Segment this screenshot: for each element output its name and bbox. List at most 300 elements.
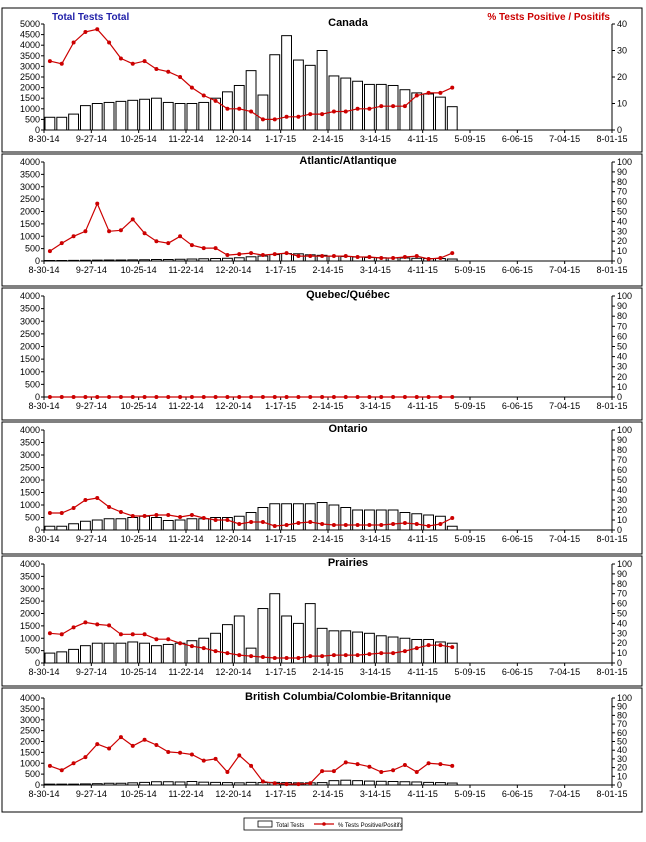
x-tick-label: 8-30-14	[28, 134, 59, 144]
x-tick-label: 2-14-15	[312, 534, 343, 544]
bar	[45, 653, 55, 663]
y2-tick-label: 60	[617, 728, 627, 738]
percent-positive-point	[154, 395, 158, 399]
y-tick-label: 1000	[20, 758, 40, 768]
percent-positive-point	[450, 395, 454, 399]
percent-positive-point	[119, 632, 123, 636]
y-tick-label: 3000	[20, 450, 40, 460]
percent-positive-point	[332, 523, 336, 527]
bar	[246, 782, 256, 785]
percent-positive-point	[48, 764, 52, 768]
y2-tick-label: 30	[617, 754, 627, 764]
bar	[175, 104, 185, 131]
x-tick-label: 12-20-14	[215, 667, 251, 677]
x-tick-label: 7-04-15	[549, 534, 580, 544]
y2-tick-label: 0	[617, 525, 622, 535]
x-tick-label: 11-22-14	[168, 401, 203, 411]
percent-positive-point	[320, 395, 324, 399]
y-tick-label: 2500	[20, 596, 40, 606]
bar	[223, 258, 233, 261]
percent-positive-point	[332, 653, 336, 657]
percent-positive-point	[261, 117, 265, 121]
bar	[45, 117, 55, 130]
bar	[92, 784, 102, 785]
percent-positive-point	[367, 255, 371, 259]
x-tick-label: 9-27-14	[76, 667, 107, 677]
bar	[163, 521, 173, 531]
bar	[116, 101, 126, 130]
percent-positive-point	[344, 653, 348, 657]
bar	[412, 258, 422, 261]
y2-tick-label: 0	[617, 392, 622, 402]
percent-positive-point	[391, 651, 395, 655]
bar	[223, 783, 233, 785]
y-tick-label: 3000	[20, 584, 40, 594]
percent-positive-point	[427, 643, 431, 647]
percent-positive-point	[344, 523, 348, 527]
bar	[128, 100, 138, 130]
panel-title: Atlantic/Atlantique	[299, 155, 396, 167]
bottom-legend-bar-swatch	[258, 821, 272, 827]
bar	[45, 784, 55, 785]
percent-positive-point	[72, 234, 76, 238]
percent-positive-point	[391, 768, 395, 772]
percent-positive-point	[154, 743, 158, 747]
bar	[246, 71, 256, 130]
bar	[329, 631, 339, 663]
percent-positive-point	[427, 761, 431, 765]
x-tick-label: 6-06-15	[502, 265, 533, 275]
bar	[258, 95, 268, 130]
percent-positive-point	[367, 652, 371, 656]
y2-tick-label: 70	[617, 719, 627, 729]
percent-positive-point	[178, 75, 182, 79]
bar	[341, 780, 351, 785]
y-tick-label: 500	[25, 646, 40, 656]
bar	[57, 652, 67, 663]
bar	[341, 78, 351, 130]
percent-positive-point	[143, 632, 147, 636]
bar	[223, 625, 233, 663]
y2-tick-label: 100	[617, 559, 632, 569]
percent-positive-point	[308, 112, 312, 116]
bar	[412, 782, 422, 785]
percent-positive-point	[131, 395, 135, 399]
y2-tick-label: 0	[617, 256, 622, 266]
x-tick-label: 12-20-14	[215, 265, 251, 275]
percent-positive-point	[95, 742, 99, 746]
percent-positive-point	[367, 765, 371, 769]
x-tick-label: 4-11-15	[407, 534, 437, 544]
percent-positive-point	[356, 762, 360, 766]
bar	[81, 106, 91, 130]
percent-positive-point	[379, 256, 383, 260]
percent-positive-point	[202, 246, 206, 250]
y-tick-label: 2500	[20, 329, 40, 339]
bar	[199, 782, 209, 785]
y2-tick-label: 0	[617, 125, 622, 135]
y2-tick-label: 90	[617, 167, 627, 177]
y2-tick-label: 70	[617, 455, 627, 465]
percent-positive-point	[427, 91, 431, 95]
y-tick-label: 500	[25, 244, 40, 254]
x-tick-label: 4-11-15	[407, 265, 437, 275]
percent-positive-point	[107, 395, 111, 399]
percent-positive-point	[95, 27, 99, 31]
legend-top-right: % Tests Positive / Positifs	[487, 12, 610, 23]
bar	[175, 520, 185, 530]
bar	[305, 65, 315, 130]
bar	[376, 781, 386, 785]
y-tick-label: 500	[25, 114, 40, 124]
bar	[365, 781, 375, 785]
bar	[341, 631, 351, 663]
y-tick-label: 2500	[20, 72, 40, 82]
bar	[163, 782, 173, 785]
bar	[187, 104, 197, 131]
percent-positive-point	[190, 513, 194, 517]
percent-positive-point	[261, 395, 265, 399]
percent-positive-point	[178, 641, 182, 645]
x-tick-label: 3-14-15	[360, 265, 391, 275]
percent-positive-point	[249, 251, 253, 255]
percent-positive-point	[403, 649, 407, 653]
bar	[270, 594, 280, 663]
percent-positive-point	[273, 656, 277, 660]
percent-positive-point	[308, 254, 312, 258]
percent-positive-point	[214, 395, 218, 399]
x-tick-label: 4-11-15	[407, 401, 437, 411]
percent-positive-point	[344, 760, 348, 764]
bar	[294, 60, 304, 130]
y2-tick-label: 20	[617, 638, 627, 648]
bar	[447, 526, 457, 530]
y-tick-label: 2500	[20, 194, 40, 204]
percent-positive-point	[273, 117, 277, 121]
bar	[258, 609, 268, 663]
percent-positive-point	[450, 86, 454, 90]
y2-tick-label: 90	[617, 435, 627, 445]
percent-positive-point	[320, 112, 324, 116]
bar	[365, 633, 375, 663]
x-tick-label: 5-09-15	[454, 134, 485, 144]
x-tick-label: 10-25-14	[121, 265, 157, 275]
percent-positive-point	[202, 759, 206, 763]
y2-tick-label: 10	[617, 382, 627, 392]
percent-positive-point	[308, 395, 312, 399]
percent-positive-point	[273, 252, 277, 256]
x-tick-label: 6-06-15	[502, 789, 533, 799]
y2-tick-label: 0	[617, 780, 622, 790]
percent-positive-point	[391, 104, 395, 108]
x-tick-label: 10-25-14	[121, 134, 157, 144]
x-tick-label: 8-30-14	[28, 265, 59, 275]
percent-positive-point	[450, 251, 454, 255]
y-tick-label: 4000	[20, 291, 40, 301]
x-tick-label: 8-30-14	[28, 789, 59, 799]
x-tick-label: 2-14-15	[312, 667, 343, 677]
percent-positive-line	[50, 737, 452, 784]
x-tick-label: 3-14-15	[360, 534, 391, 544]
percent-positive-point	[237, 522, 241, 526]
y2-tick-label: 60	[617, 331, 627, 341]
bar	[329, 781, 339, 785]
percent-positive-point	[225, 651, 229, 655]
percent-positive-point	[48, 59, 52, 63]
x-tick-label: 5-09-15	[454, 401, 485, 411]
bar	[45, 526, 55, 530]
y-tick-label: 3000	[20, 61, 40, 71]
bar	[400, 782, 410, 785]
y2-tick-label: 0	[617, 658, 622, 668]
percent-positive-point	[48, 395, 52, 399]
percent-positive-point	[332, 254, 336, 258]
bar	[353, 781, 363, 785]
bottom-legend-line: % Tests Positive/Positifs	[338, 823, 403, 829]
percent-positive-point	[190, 753, 194, 757]
y-tick-label: 1500	[20, 621, 40, 631]
y2-tick-label: 80	[617, 710, 627, 720]
legend-top-left: Total Tests Total	[52, 12, 129, 23]
percent-positive-point	[131, 632, 135, 636]
bar	[282, 616, 292, 663]
bar	[92, 104, 102, 131]
percent-positive-point	[285, 656, 289, 660]
bar	[436, 783, 446, 785]
y2-tick-label: 10	[617, 648, 627, 658]
y2-tick-label: 40	[617, 216, 627, 226]
x-tick-label: 10-25-14	[121, 401, 157, 411]
x-tick-label: 12-20-14	[215, 134, 251, 144]
bar	[199, 259, 209, 261]
bar	[223, 92, 233, 130]
percent-positive-point	[415, 770, 419, 774]
y2-tick-label: 80	[617, 177, 627, 187]
bar	[317, 783, 327, 785]
percent-positive-point	[237, 107, 241, 111]
bar	[81, 260, 91, 261]
percent-positive-point	[427, 395, 431, 399]
percent-positive-point	[202, 516, 206, 520]
percent-positive-point	[403, 521, 407, 525]
percent-positive-point	[285, 782, 289, 786]
percent-positive-point	[356, 107, 360, 111]
bar	[199, 519, 209, 530]
bar	[152, 782, 162, 785]
bar	[128, 518, 138, 531]
percent-positive-point	[83, 229, 87, 233]
x-tick-label: 1-17-15	[265, 265, 296, 275]
y-tick-label: 4000	[20, 157, 40, 167]
x-tick-label: 5-09-15	[454, 667, 485, 677]
x-tick-label: 11-22-14	[168, 265, 203, 275]
x-tick-label: 7-04-15	[549, 789, 580, 799]
percent-positive-point	[190, 644, 194, 648]
bar	[388, 637, 398, 663]
x-tick-label: 8-30-14	[28, 667, 59, 677]
x-tick-label: 10-25-14	[121, 789, 157, 799]
percent-positive-point	[249, 764, 253, 768]
x-tick-label: 9-27-14	[76, 789, 107, 799]
percent-positive-point	[356, 523, 360, 527]
y-tick-label: 0	[35, 392, 40, 402]
percent-positive-point	[83, 395, 87, 399]
x-tick-label: 6-06-15	[502, 667, 533, 677]
percent-positive-point	[285, 115, 289, 119]
percent-positive-point	[107, 41, 111, 45]
percent-positive-point	[48, 631, 52, 635]
y-tick-label: 0	[35, 658, 40, 668]
percent-positive-point	[131, 744, 135, 748]
bar	[447, 107, 457, 130]
percent-positive-point	[83, 30, 87, 34]
y-tick-label: 0	[35, 256, 40, 266]
y-tick-label: 2000	[20, 475, 40, 485]
x-tick-label: 2-14-15	[312, 789, 343, 799]
x-tick-label: 5-09-15	[454, 534, 485, 544]
percent-positive-point	[391, 256, 395, 260]
percent-positive-point	[285, 523, 289, 527]
y-tick-label: 3500	[20, 169, 40, 179]
percent-positive-point	[225, 518, 229, 522]
percent-positive-point	[166, 513, 170, 517]
bar	[140, 782, 150, 785]
percent-positive-point	[379, 770, 383, 774]
bar	[175, 259, 185, 261]
percent-positive-point	[332, 769, 336, 773]
y2-tick-label: 20	[617, 372, 627, 382]
bottom-legend-bars: Total Tests	[276, 823, 304, 829]
panel-title: Canada	[328, 17, 369, 29]
percent-positive-point	[344, 109, 348, 113]
bar	[81, 784, 91, 785]
percent-positive-point	[379, 395, 383, 399]
y-tick-label: 1500	[20, 488, 40, 498]
y-tick-label: 2000	[20, 207, 40, 217]
y2-tick-label: 50	[617, 609, 627, 619]
percent-positive-point	[119, 228, 123, 232]
y2-tick-label: 40	[617, 485, 627, 495]
bar	[104, 643, 114, 663]
percent-positive-point	[403, 395, 407, 399]
percent-positive-point	[143, 514, 147, 518]
percent-positive-point	[296, 395, 300, 399]
percent-positive-point	[95, 622, 99, 626]
percent-positive-point	[83, 498, 87, 502]
y2-tick-label: 10	[617, 771, 627, 781]
percent-positive-point	[237, 395, 241, 399]
percent-positive-point	[119, 395, 123, 399]
y-tick-label: 500	[25, 513, 40, 523]
percent-positive-point	[72, 506, 76, 510]
percent-positive-point	[261, 253, 265, 257]
percent-positive-point	[119, 510, 123, 514]
percent-positive-point	[202, 646, 206, 650]
percent-positive-point	[438, 762, 442, 766]
y-tick-label: 1000	[20, 367, 40, 377]
percent-positive-point	[237, 753, 241, 757]
bar	[104, 260, 114, 261]
percent-positive-point	[273, 395, 277, 399]
bar	[187, 519, 197, 530]
bar	[69, 784, 79, 785]
percent-positive-point	[296, 254, 300, 258]
bottom-legend	[244, 818, 403, 830]
x-tick-label: 2-14-15	[312, 265, 343, 275]
percent-positive-point	[95, 202, 99, 206]
bar	[81, 521, 91, 530]
y-tick-label: 4500	[20, 30, 40, 40]
x-tick-label: 1-17-15	[265, 534, 296, 544]
percent-positive-point	[190, 243, 194, 247]
percent-positive-point	[95, 496, 99, 500]
y-tick-label: 500	[25, 379, 40, 389]
percent-positive-point	[261, 780, 265, 784]
y-tick-label: 3000	[20, 316, 40, 326]
panel-6	[2, 688, 642, 812]
percent-positive-point	[273, 524, 277, 528]
percent-positive-point	[72, 395, 76, 399]
y2-tick-label: 20	[617, 505, 627, 515]
percent-positive-point	[72, 41, 76, 45]
y-tick-label: 1500	[20, 747, 40, 757]
y-tick-label: 2000	[20, 609, 40, 619]
y2-tick-label: 30	[617, 46, 627, 56]
percent-positive-point	[367, 107, 371, 111]
bar	[104, 519, 114, 530]
x-tick-label: 11-22-14	[168, 667, 203, 677]
y2-tick-label: 10	[617, 515, 627, 525]
y-tick-label: 4000	[20, 559, 40, 569]
x-tick-label: 9-27-14	[76, 401, 107, 411]
y2-tick-label: 20	[617, 763, 627, 773]
percent-positive-point	[403, 763, 407, 767]
percent-positive-point	[107, 623, 111, 627]
bar	[187, 641, 197, 663]
percent-positive-point	[72, 625, 76, 629]
panel-2	[2, 154, 642, 286]
percent-positive-point	[178, 751, 182, 755]
x-tick-label: 10-25-14	[121, 667, 157, 677]
bar	[353, 81, 363, 130]
bar	[329, 76, 339, 130]
x-tick-label: 3-14-15	[360, 789, 391, 799]
y2-tick-label: 50	[617, 475, 627, 485]
percent-positive-point	[415, 94, 419, 98]
x-tick-label: 1-17-15	[265, 789, 296, 799]
bar	[175, 643, 185, 663]
percent-positive-point	[154, 513, 158, 517]
percent-positive-point	[249, 520, 253, 524]
x-tick-label: 12-20-14	[215, 534, 251, 544]
y2-tick-label: 30	[617, 495, 627, 505]
percent-positive-point	[60, 511, 64, 515]
percent-positive-point	[367, 395, 371, 399]
y2-tick-label: 50	[617, 737, 627, 747]
bar	[116, 519, 126, 530]
x-tick-label: 7-04-15	[549, 401, 580, 411]
bar	[57, 784, 67, 785]
percent-positive-point	[296, 656, 300, 660]
percent-positive-point	[154, 637, 158, 641]
percent-positive-point	[48, 249, 52, 253]
y-tick-label: 0	[35, 125, 40, 135]
bar	[152, 260, 162, 261]
bar	[412, 514, 422, 530]
bar	[152, 518, 162, 531]
y2-tick-label: 100	[617, 693, 632, 703]
x-tick-label: 7-04-15	[549, 667, 580, 677]
